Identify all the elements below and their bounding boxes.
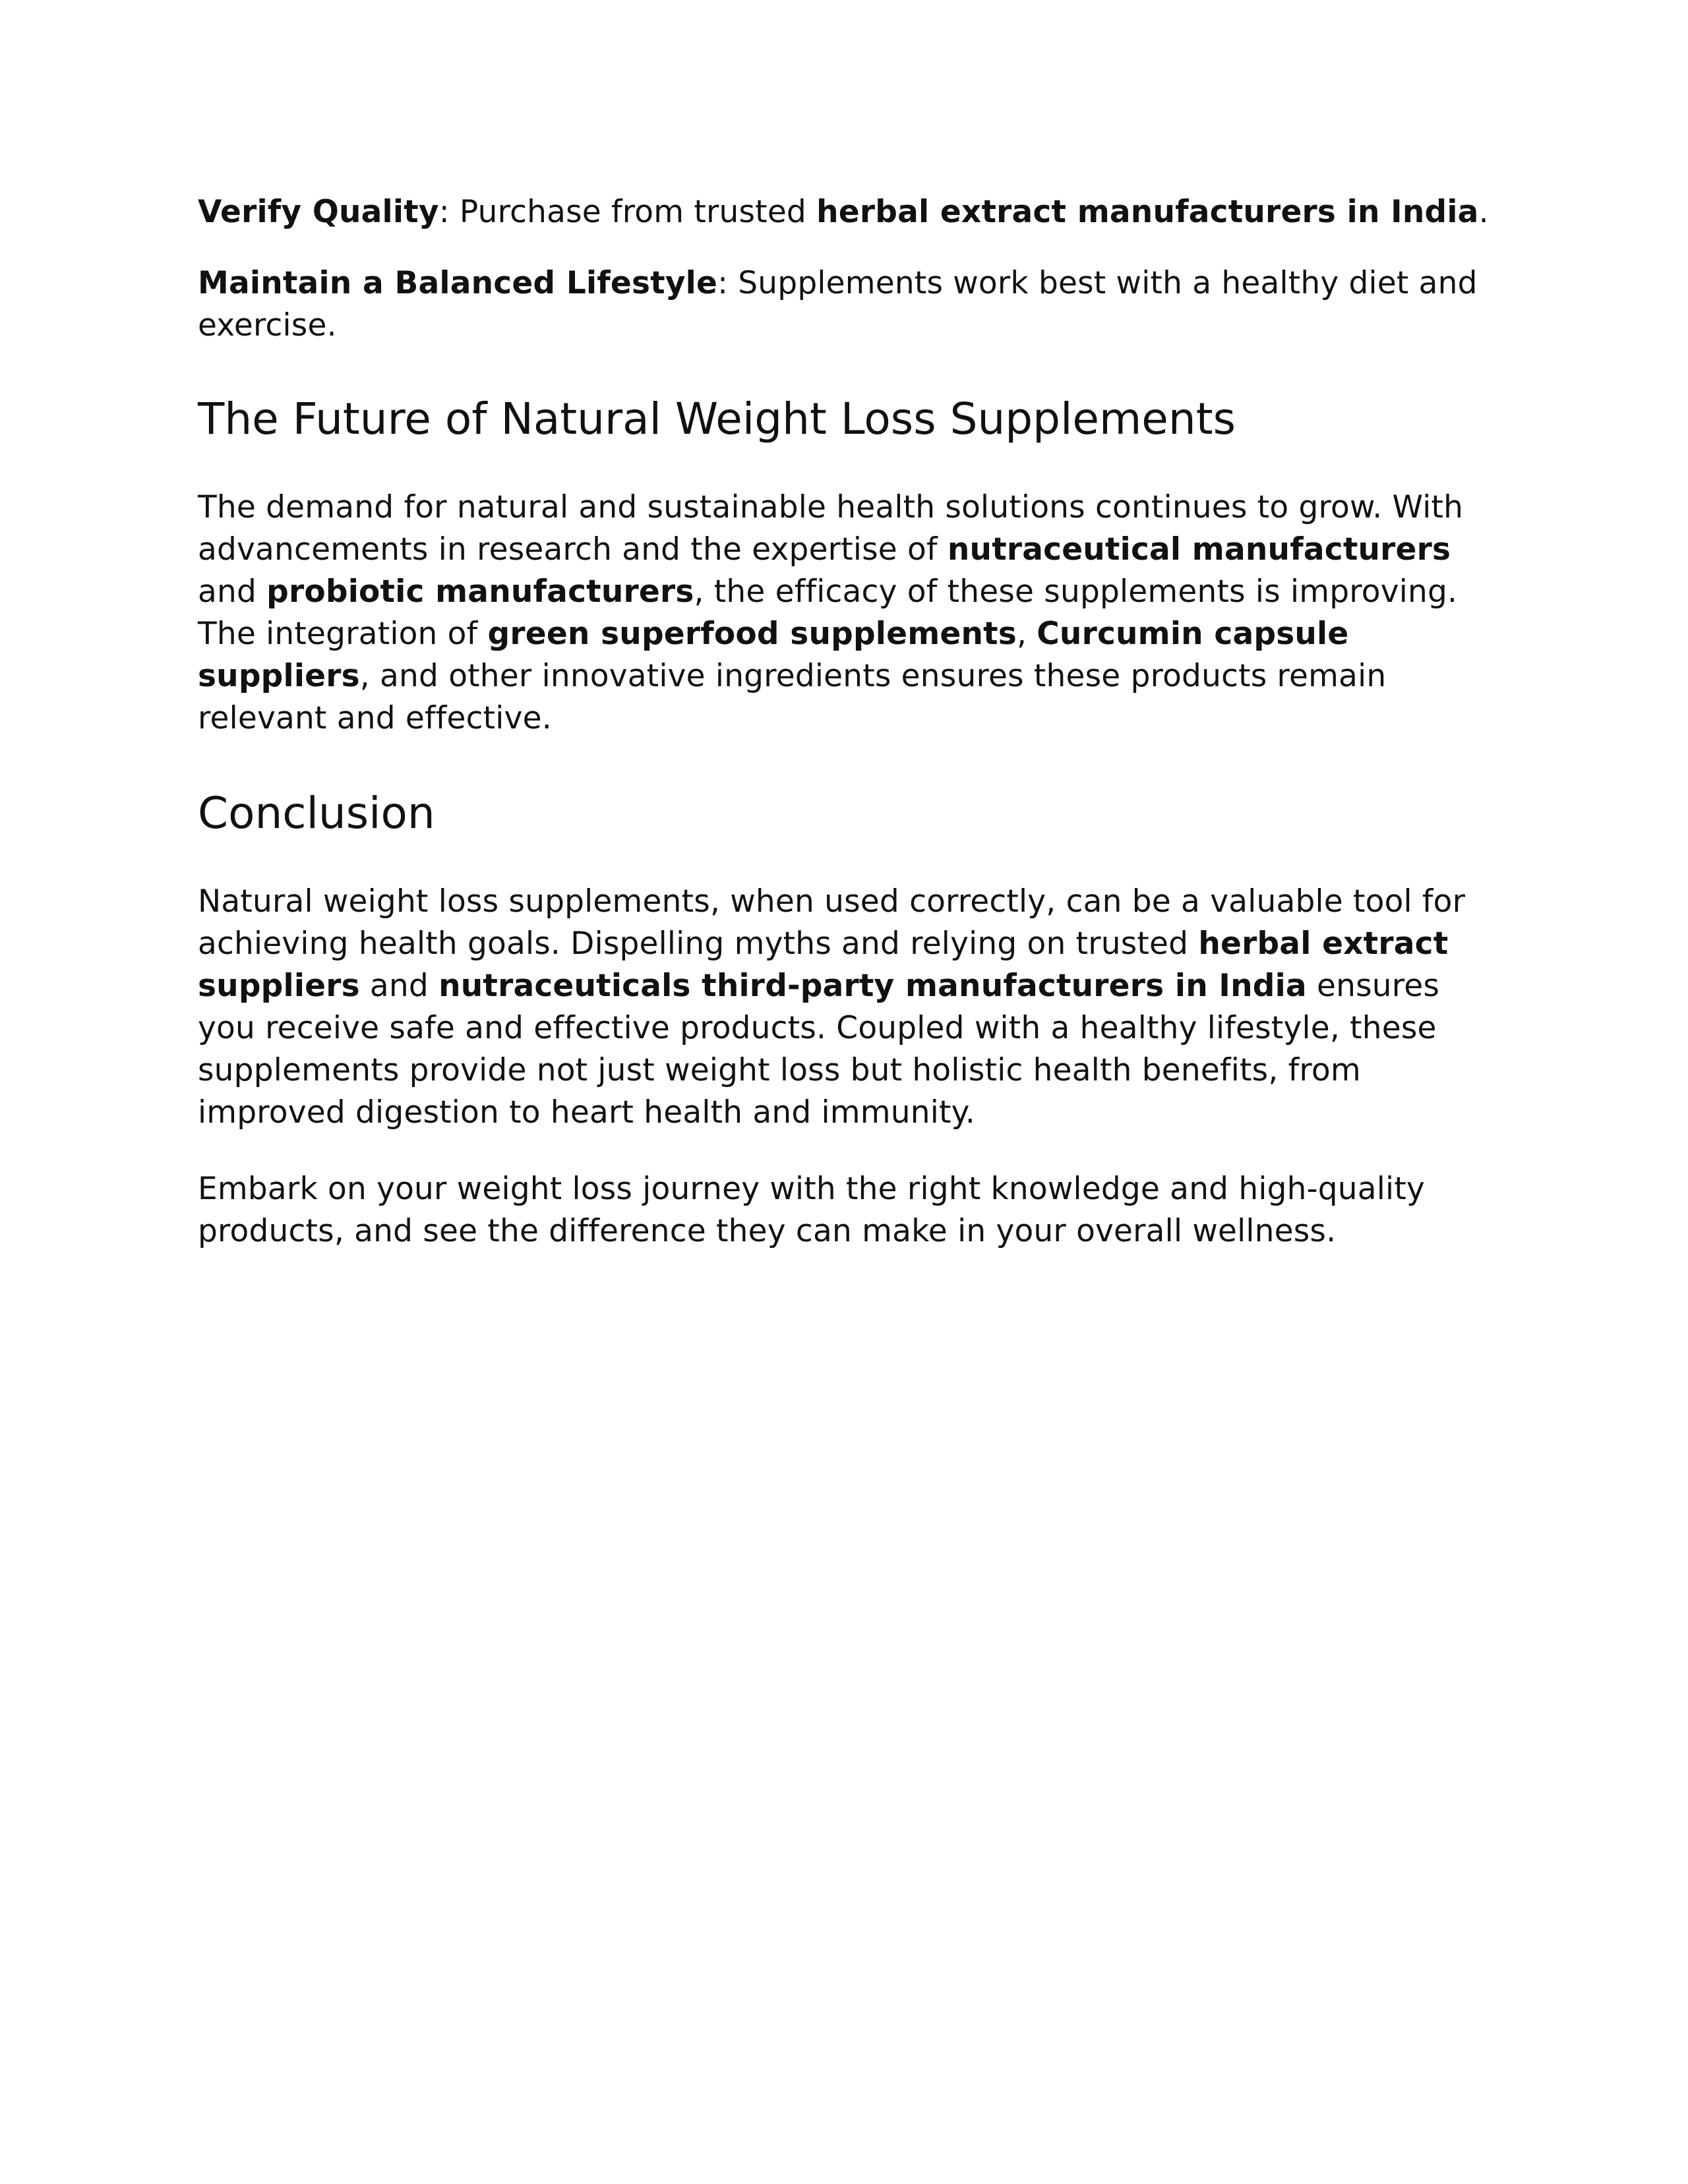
- embark-paragraph: Embark on your weight loss journey with the right knowledge and high-quality products, and see the difference they can make in your overall wellness.: [198, 1171, 1425, 1249]
- future-heading: The Future of Natural Weight Loss Supplements: [198, 394, 1236, 444]
- future-bold-4: Curcumin capsule suppliers: [198, 616, 1349, 694]
- future-text-3: , the efficacy of these supplements is improving. The integration of: [198, 574, 1458, 652]
- verify-quality-bold-term: herbal extract manufacturers in India: [816, 194, 1479, 230]
- verify-quality-label: Verify Quality: [198, 194, 439, 230]
- future-text-5: , and other innovative ingredients ensures these products remain relevant and effective.: [198, 658, 1387, 736]
- conclusion-bold-1: herbal extract suppliers: [198, 926, 1449, 1004]
- verify-quality-end: .: [1478, 194, 1489, 230]
- future-bold-3: green superfood supplements: [487, 616, 1017, 652]
- future-bold-1: nutraceutical manufacturers: [947, 531, 1451, 568]
- conclusion-bold-2: nutraceuticals third-party manufacturers in India: [438, 968, 1307, 1004]
- future-paragraph: [198, 487, 1490, 740]
- balanced-lifestyle-paragraph: [198, 262, 1490, 347]
- conclusion-text-1: Natural weight loss supplements, when used correctly, can be a valuable tool for achieving health goals. Dispelling myths and relying on trusted: [198, 883, 1466, 962]
- future-text-1: The demand for natural and sustainable health solutions continues to grow. With advancements in research and the expertise of: [198, 489, 1464, 568]
- verify-quality-separator: :: [438, 194, 460, 230]
- balanced-lifestyle-separator: :: [717, 265, 738, 301]
- verify-quality-text: Purchase from trusted: [459, 194, 817, 230]
- conclusion-paragraph: [198, 881, 1490, 1134]
- future-text-4: ,: [1016, 616, 1037, 652]
- conclusion-text-3: ensures you receive safe and effective products. Coupled with a healthy lifestyle, these supplements provide not just weight loss but holistic health benefits, from improved digestion to heart health and immunity.: [198, 968, 1440, 1131]
- conclusion-text-2: and: [359, 968, 439, 1004]
- future-bold-2: probiotic manufacturers: [266, 574, 694, 610]
- document-page: [198, 191, 1490, 1253]
- future-text-2: and: [198, 574, 267, 610]
- balanced-lifestyle-text: Supplements work best with a healthy diet and exercise.: [198, 265, 1478, 343]
- conclusion-heading: Conclusion: [198, 788, 435, 839]
- verify-quality-paragraph: [198, 191, 1490, 233]
- balanced-lifestyle-label: Maintain a Balanced Lifestyle: [198, 265, 718, 301]
